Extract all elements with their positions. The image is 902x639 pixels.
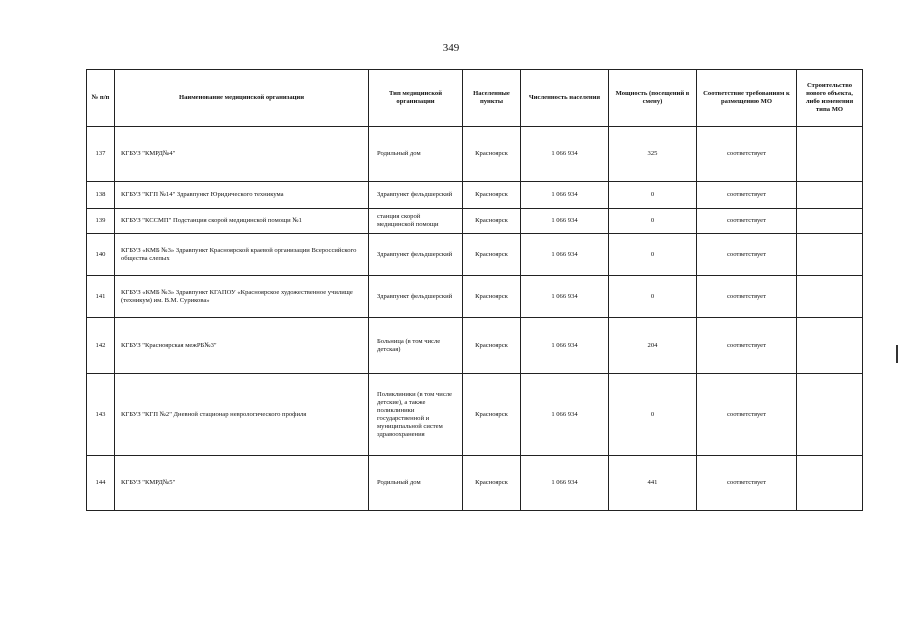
capacity: 0 (609, 234, 697, 276)
table-row (87, 276, 863, 318)
locality: Красноярск (463, 318, 521, 374)
locality: Красноярск (463, 209, 521, 234)
row-number: 141 (87, 276, 115, 318)
capacity: 441 (609, 456, 697, 511)
capacity: 204 (609, 318, 697, 374)
capacity: 0 (609, 276, 697, 318)
organization-name: КГБУЗ "КССМП" Подстанция скорой медицинской помощи №1 (115, 209, 369, 234)
locality: Красноярск (463, 374, 521, 456)
compliance: соответствует (697, 234, 797, 276)
population: 1 066 934 (521, 234, 609, 276)
row-number: 139 (87, 209, 115, 234)
compliance: соответствует (697, 374, 797, 456)
column-header-type: Тип медицинской организации (369, 70, 463, 127)
population: 1 066 934 (521, 318, 609, 374)
organization-name: КГБУЗ "КМРД№4" (115, 127, 369, 182)
population: 1 066 934 (521, 456, 609, 511)
population: 1 066 934 (521, 374, 609, 456)
construction (797, 234, 863, 276)
table-row (87, 234, 863, 276)
capacity: 325 (609, 127, 697, 182)
locality: Красноярск (463, 127, 521, 182)
compliance: соответствует (697, 456, 797, 511)
compliance: соответствует (697, 127, 797, 182)
construction (797, 318, 863, 374)
construction (797, 456, 863, 511)
table-row (87, 456, 863, 511)
organization-type: Родильный дом (369, 127, 463, 182)
organization-name: КГБУЗ "Красноярская межРБ№3" (115, 318, 369, 374)
locality: Красноярск (463, 456, 521, 511)
compliance: соответствует (697, 276, 797, 318)
capacity: 0 (609, 374, 697, 456)
column-header-name: Наименование медицинской организации (115, 70, 369, 127)
locality: Красноярск (463, 234, 521, 276)
row-number: 142 (87, 318, 115, 374)
column-header-locality: Населенные пункты (463, 70, 521, 127)
organization-type: Родильный дом (369, 456, 463, 511)
organization-name: КГБУЗ «КМБ №3» Здравпункт Красноярской краевой организации Всероссийского общества слепых (115, 234, 369, 276)
scan-margin-mark (896, 345, 898, 363)
table-header-row (87, 70, 863, 127)
column-header-capacity: Мощность (посещений в смену) (609, 70, 697, 127)
construction (797, 127, 863, 182)
column-header-population: Численность населения (521, 70, 609, 127)
construction (797, 374, 863, 456)
page-number: 349 (442, 42, 460, 54)
compliance: соответствует (697, 182, 797, 209)
table-row (87, 209, 863, 234)
construction (797, 276, 863, 318)
population: 1 066 934 (521, 182, 609, 209)
construction (797, 209, 863, 234)
column-header-construction: Строительство нового объекта, либо изменения типа МО (797, 70, 863, 127)
population: 1 066 934 (521, 127, 609, 182)
table-row (87, 182, 863, 209)
table-row (87, 127, 863, 182)
organization-type: Здравпункт фельдшерский (369, 234, 463, 276)
population: 1 066 934 (521, 276, 609, 318)
locality: Красноярск (463, 276, 521, 318)
organization-name: КГБУЗ "КМРД№5" (115, 456, 369, 511)
column-header-number: № п/п (87, 70, 115, 127)
organization-name: КГБУЗ «КМБ №3» Здравпункт КГАПОУ «Красноярское художественное училище (техникум) им. В.М. Сурикова» (115, 276, 369, 318)
table-row (87, 374, 863, 456)
organization-type: Здравпункт фельдшерский (369, 182, 463, 209)
organization-type: Здравпункт фельдшерский (369, 276, 463, 318)
locality: Красноярск (463, 182, 521, 209)
organization-type: Поликлиники (в том числе детские), а также поликлиники государственной и муниципальной систем здравоохранения (369, 374, 463, 456)
row-number: 144 (87, 456, 115, 511)
row-number: 137 (87, 127, 115, 182)
organization-type: станция скорой медицинской помощи (369, 209, 463, 234)
capacity: 0 (609, 209, 697, 234)
organization-name: КГБУЗ "КГП №14" Здравпункт Юридического техникума (115, 182, 369, 209)
column-header-compliance: Соответствие требованиям к размещению МО (697, 70, 797, 127)
row-number: 140 (87, 234, 115, 276)
organization-type: Больница (в том числе детская) (369, 318, 463, 374)
compliance: соответствует (697, 318, 797, 374)
row-number: 143 (87, 374, 115, 456)
row-number: 138 (87, 182, 115, 209)
table-row (87, 318, 863, 374)
construction (797, 182, 863, 209)
capacity: 0 (609, 182, 697, 209)
organization-name: КГБУЗ "КГП №2" Дневной стационар неврологического профиля (115, 374, 369, 456)
compliance: соответствует (697, 209, 797, 234)
medical-organizations-table (86, 69, 863, 511)
population: 1 066 934 (521, 209, 609, 234)
